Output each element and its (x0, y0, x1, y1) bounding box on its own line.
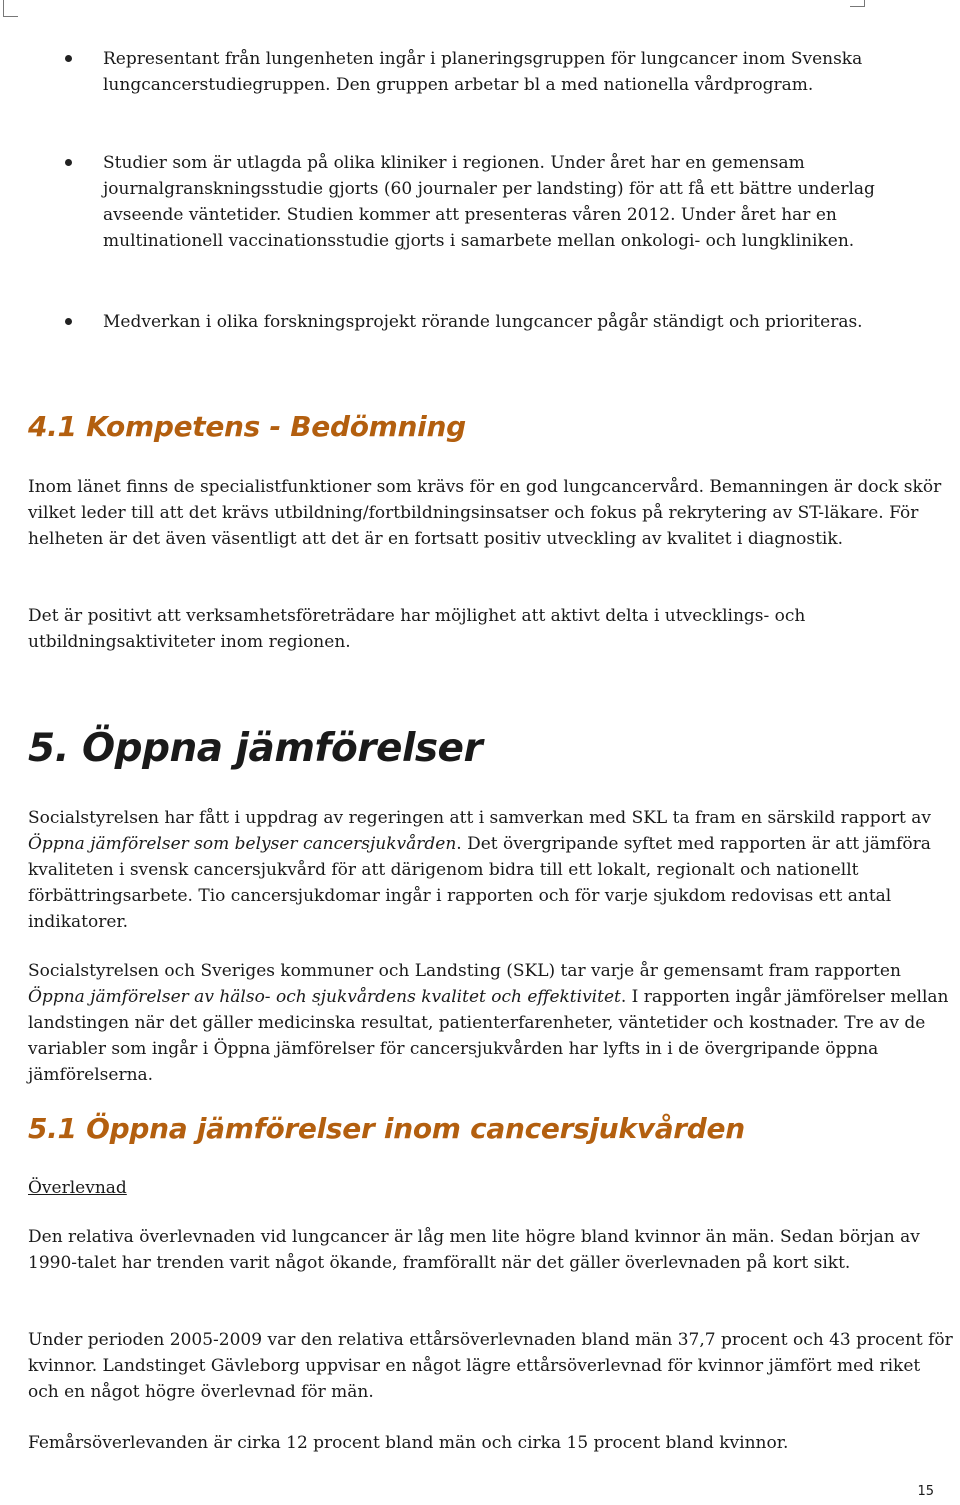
report-title: Öppna jämförelser som belyser cancersjukvården (28, 834, 457, 854)
section-heading-5-1: 5.1 Öppna jämförelser inom cancersjukvården (28, 1112, 745, 1145)
paragraph: Femårsöverlevanden är cirka 12 procent bland män och cirka 15 procent bland kvinnor. (28, 1433, 789, 1453)
crop-mark-left (3, 0, 18, 17)
list-item (103, 46, 903, 98)
bullet-icon (65, 318, 72, 325)
paragraph (28, 805, 953, 935)
list-item-text: Representant från lungenheten ingår i planeringsgruppen för lungcancer inom Svenska lungcancerstudiegruppen. Den gruppen arbetar bl a med nationella vårdprogram. (103, 49, 863, 95)
paragraph: Inom länet finns de specialistfunktioner som krävs för en god lungcancervård. Bemanningen är dock skör vilket leder till att det krävs utbildning/fortbildningsinsatser och fokus på rekrytering av ST-läkare. För helheten är det även väsentligt att det är en fortsatt positiv utveckling av kvalitet i diagnostik. (28, 477, 942, 549)
paragraph: Under perioden 2005-2009 var den relativa ettårsöverlevnaden bland män 37,7 procent och 43 procent för kvinnor. Landstinget Gävleborg uppvisar en något lägre ettårsöverlevnad för kvinnor jämfört med riket och en något högre överlevnad för män. (28, 1330, 953, 1402)
bullet-icon (65, 55, 72, 62)
list-item (103, 309, 903, 335)
list-item-text: Medverkan i olika forskningsprojekt rörande lungcancer pågår ständigt och prioriteras. (103, 312, 863, 332)
paragraph: Den relativa överlevnaden vid lungcancer är låg men lite högre bland kvinnor än män. Sedan början av 1990-talet har trenden varit något ökande, framförallt när det gäller överlevnaden på kort sikt. (28, 1227, 920, 1273)
paragraph (28, 958, 953, 1088)
paragraph: Det är positivt att verksamhetsföreträdare har möjlighet att aktivt delta i utvecklings- och utbildningsaktiviteter inom regionen. (28, 606, 806, 652)
paragraph-text: . Det övergripande syftet med rapporten är att jämföra kvaliteten i svensk cancersjukvård för att därigenom bidra till ett lokalt, regionalt och nationellt förbättringsarbete. Tio cancersjukdomar ingår i rapporten och för varje sjukdom redovisas ett antal indikatorer. (28, 834, 931, 932)
report-title: Öppna jämförelser av hälso- och sjukvårdens kvalitet och effektivitet (28, 987, 621, 1007)
paragraph-text: Socialstyrelsen har fått i uppdrag av regeringen att i samverkan med SKL ta fram en särskild rapport av (28, 808, 932, 828)
crop-mark-right (850, 0, 865, 7)
paragraph-text: Socialstyrelsen och Sveriges kommuner och Landsting (SKL) tar varje år gemensamt fram rapporten (28, 961, 901, 981)
section-heading-4-1: 4.1 Kompetens - Bedömning (28, 410, 466, 443)
bullet-icon (65, 159, 72, 166)
paragraph-text: . I rapporten ingår jämförelser mellan landstingen när det gäller medicinska resultat, patienterfarenheter, väntetider och kostnader. Tre av de variabler som ingår i Öppna jämförelser för cancersjukvården har lyfts in i de övergripande öppna jämförelserna. (28, 987, 949, 1085)
list-item (103, 150, 903, 254)
list-item-text: Studier som är utlagda på olika kliniker i regionen. Under året har en gemensam journalgranskningsstudie gjorts (60 journaler per landsting) för att få ett bättre underlag avseende väntetider. Studien kommer att presenteras våren 2012. Under året har en multinationell vaccinationsstudie gjorts i samarbete mellan onkologi- och lungkliniken. (103, 153, 875, 251)
subheading: Överlevnad (28, 1178, 127, 1198)
chapter-heading-5: 5. Öppna jämförelser (28, 726, 483, 771)
page-number: 15 (917, 1484, 934, 1499)
